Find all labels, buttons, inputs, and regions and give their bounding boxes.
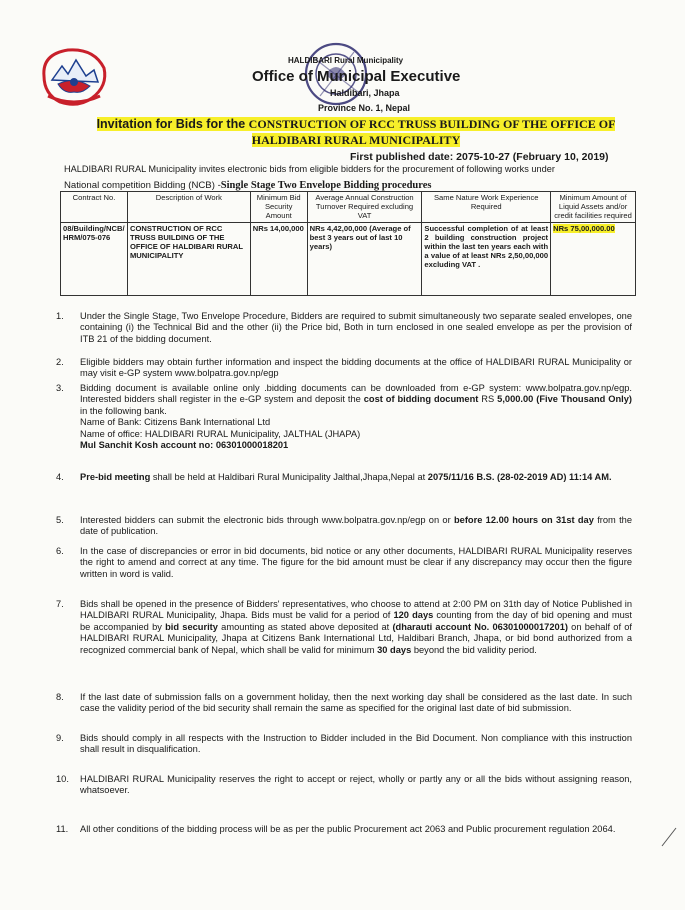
invitation-title (92, 116, 620, 148)
item-number: 8. (56, 692, 64, 702)
item-7-text-e: amounting as stated above deposited at (217, 621, 393, 632)
liquid-assets-value: NRs 75,00,000.00 (553, 223, 615, 233)
item-number: 11. (56, 824, 69, 834)
header-line-3: Haldibari, Jhapa (330, 88, 400, 98)
item-3-bank: Name of Bank: Citizens Bank International Ltd (80, 417, 271, 428)
header-office-title: Office of Municipal Executive (252, 68, 461, 85)
table-cell-turnover: NRs 4,42,00,000 (Average of best 3 years out of last 10 years) (307, 222, 422, 295)
item-7-validity: 120 days (393, 610, 434, 621)
item-number: 3. (56, 383, 64, 393)
ncb-line (64, 180, 431, 191)
table-header: Same Nature Work Experience Required (422, 192, 551, 223)
item-text (80, 599, 632, 656)
item-7-text-g: on behalf of of HALDIBARI RURAL Municipality, Jhapa at Citizens Bank International Ltd, Haldibari Branch, Jhapa, or bid bond authorized from a recognized commercial bank of Nepal, which shall be valid for minimum (80, 621, 633, 655)
table-cell-description: CONSTRUCTION OF RCC TRUSS BUILDING OF THE OFFICE OF HALDIBARI RURAL MUNICIPALITY (127, 222, 250, 295)
intro-text: HALDIBARI RURAL Municipality invites electronic bids from eligible bidders for the procurement of following works under (64, 164, 555, 174)
item-number: 6. (56, 546, 64, 556)
item-number: 9. (56, 733, 64, 743)
item-4-text: shall be held at Haldibari Rural Municipality Jalthal,Jhapa,Nepal at (150, 472, 428, 482)
item-4-date: 2075/11/16 B.S. (28-02-2019 AD) 11:14 AM. (427, 472, 612, 482)
item-7-days: 30 days (377, 644, 412, 655)
item-7-text-a: Bids shall be opened in the presence of Bidders' representatives, who choose to attend at 2:00 PM on 31th day of Notice Published in HALDIBARI RURAL Municipality, Jhapa. Bids must be valid for a period of (80, 599, 632, 621)
item-7-text-i: beyond the bid validity period. (411, 644, 537, 655)
item-number: 7. (56, 599, 64, 609)
item-text: Under the Single Stage, Two Envelope Procedure, Bidders are required to submit simultaneously two separate sealed envelopes, one containing (i) the Technical Bid and the other (ii) the Price bid, Both in turn enclosed in one sealed envelope as per the provision of ITB 21 of the bidding document. (80, 311, 632, 344)
ncb-prefix: National competition Bidding (NCB) - (64, 180, 221, 191)
table-header: Minimum Amount of Liquid Assets and/or credit facilities required (551, 192, 636, 223)
item-text (80, 515, 632, 538)
item-3-text-e: in the following bank. (80, 405, 167, 416)
item-7-account: (dharauti account No. 06301000017201) (392, 621, 568, 632)
table-cell-liquid-assets (551, 222, 636, 295)
bid-table (60, 191, 636, 296)
item-text: All other conditions of the bidding process will be as per the public Procurement act 2063 and Public procurement regulation 2064. (80, 824, 616, 834)
table-row (61, 222, 636, 295)
item-3-cost-label: cost of bidding document (363, 394, 479, 405)
item-5-deadline: before 12.00 hours on 31st day (453, 515, 594, 525)
table-cell-contract-no: 08/Building/NCB/ HRM/075-076 (61, 222, 128, 295)
published-date: First published date: 2075-10-27 (February 10, 2019) (350, 151, 609, 163)
item-text: In the case of discrepancies or error in bid documents, bid notice or any other documents, HALDIBARI RURAL Municipality reserves the right to amend and correct at any time. The figure for the bid amount must be clear if any discrepancy may occur then the figure written in word is valid. (80, 546, 632, 579)
item-text: Eligible bidders may obtain further information and inspect the bidding documents at the office of HALDIBARI RURAL Municipality or may visit e-GP system www.bolpatra.gov.np/egp (80, 357, 632, 379)
pen-mark-icon (660, 826, 678, 848)
title-part-1: Invitation for Bids for the (96, 117, 249, 131)
header-line-4: Province No. 1, Nepal (318, 103, 411, 113)
item-7-bid-security: bid security (165, 621, 218, 632)
item-3-text-a: Bidding document is available online only .bidding documents can be downloaded from e-GP system: www.bolpatra.gov.np/egp. Interested bidders shall register in the e-GP system and deposit the (80, 383, 632, 405)
item-5-text-a: Interested bidders can submit the electronic bids through www.bolpatra.gov.np/egp on or (80, 515, 454, 525)
item-text: Bids should comply in all respects with the Instruction to Bidder included in the Bid Document. Non compliance with this instruction shall result in disqualification. (80, 733, 632, 755)
item-number: 1. (56, 311, 64, 321)
table-cell-experience: Successful completion of at least 2 building construction project within the last ten years each with a value of at least NRs 2,50,00,000 excluding VAT . (422, 222, 551, 295)
header-line-1: HALDIBARI Rural Municipality (288, 56, 404, 65)
item-text (80, 383, 632, 451)
item-text: If the last date of submission falls on a government holiday, then the next working day shall be considered as the last date. In such case the validity period of the bid security shall remain the same as specified for the original last date of bid submission. (80, 692, 632, 714)
item-number: 2. (56, 357, 64, 367)
item-3-office: Name of office: HALDIBARI RURAL Municipality, JALTHAL (JHAPA) (80, 428, 361, 439)
table-header: Minimum Bid Security Amount (250, 192, 307, 223)
item-3-text-c: RS (478, 394, 498, 405)
item-7-text-c: counting from the day of bid opening and must be accompanied by (80, 610, 632, 632)
table-header: Description of Work (127, 192, 250, 223)
title-part-2: CONSTRUCTION OF RCC TRUSS BUILDING OF THE OFFICE OF HALDIBARI RURAL MUNICIPALITY (248, 117, 616, 147)
item-text: HALDIBARI RURAL Municipality reserves the right to accept or reject, wholly or partly any or all the bids without assigning reason, whatsoever. (80, 774, 632, 796)
item-text (80, 472, 632, 483)
item-number: 4. (56, 472, 64, 482)
item-3-account: Mul Sanchit Kosh account no: 06301000018201 (80, 440, 289, 451)
table-cell-bid-security: NRs 14,00,000 (250, 222, 307, 295)
item-3-cost-amount: 5,000.00 (Five Thousand Only) (497, 394, 633, 405)
table-header: Average Annual Construction Turnover Required excluding VAT (307, 192, 422, 223)
table-header-row (61, 192, 636, 223)
table-header: Contract No. (61, 192, 128, 223)
item-5-text-c: from the date of publication. (80, 515, 632, 537)
ncb-procedure: Single Stage Two Envelope Bidding procedures (220, 180, 432, 191)
item-4-prebid: Pre-bid meeting (80, 472, 151, 482)
nepal-emblem-icon (38, 46, 110, 110)
item-number: 5. (56, 515, 64, 525)
item-number: 10. (56, 774, 69, 784)
